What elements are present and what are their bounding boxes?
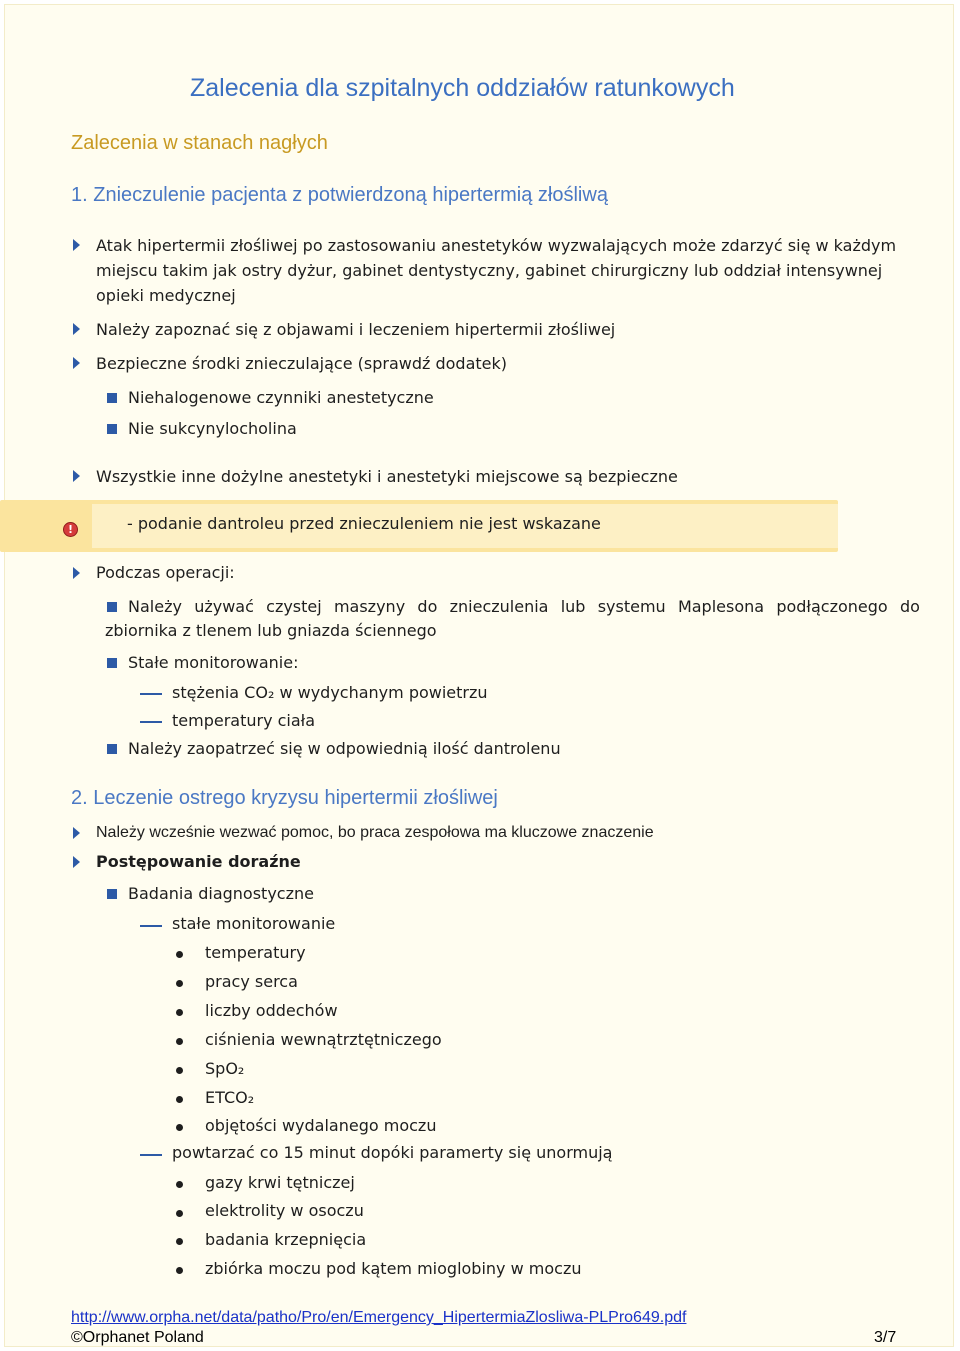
op-item2: Stałe monitorowanie: xyxy=(128,653,299,672)
square-bullet-icon xyxy=(107,393,117,403)
dot-bullet-icon xyxy=(176,1038,183,1045)
triangle-bullet-icon xyxy=(73,567,80,579)
page-title: Zalecenia dla szpitalnych oddziałów ratunkowych xyxy=(190,74,735,102)
s1-bullet3-sub2: Nie sukcynylocholina xyxy=(128,419,297,438)
repeat-item: elektrolity w osoczu xyxy=(205,1201,364,1220)
square-bullet-icon xyxy=(107,658,117,668)
warning-text: - podanie dantroleu przed znieczuleniem nie jest wskazane xyxy=(127,514,601,533)
s1-bullet1-line2: miejscu takim jak ostry dyżur, gabinet dentystyczny, gabinet chirurgiczny lub oddział intensywnej xyxy=(96,261,883,280)
square-bullet-icon xyxy=(107,744,117,754)
dash-bullet-icon xyxy=(140,693,162,695)
monitor-item: ciśnienia wewnątrztętniczego xyxy=(205,1030,442,1049)
triangle-bullet-icon xyxy=(73,827,80,839)
op-item1-line2: zbiornika z tlenem lub gniazda ściennego xyxy=(105,621,437,640)
s1-bullet5: Podczas operacji: xyxy=(96,563,235,582)
dot-bullet-icon xyxy=(176,1009,183,1016)
monitor-item: ETCO₂ xyxy=(205,1088,255,1107)
dot-bullet-icon xyxy=(176,1210,183,1217)
s1-bullet4: Wszystkie inne dożylne anestetyki i anestetyki miejscowe są bezpieczne xyxy=(96,467,678,486)
dot-bullet-icon xyxy=(176,1067,183,1074)
footer-link[interactable]: http://www.orpha.net/data/patho/Pro/en/Emergency_HipertermiaZlosliwa-PLPro649.pdf xyxy=(71,1309,687,1326)
triangle-bullet-icon xyxy=(73,856,80,868)
triangle-bullet-icon xyxy=(73,470,80,482)
square-bullet-icon xyxy=(107,889,117,899)
dot-bullet-icon xyxy=(176,1124,183,1131)
square-bullet-icon xyxy=(107,602,117,612)
op-item2-sub1: stężenia CO₂ w wydychanym powietrzu xyxy=(172,683,488,702)
square-bullet-icon xyxy=(107,424,117,434)
diag-label: Badania diagnostyczne xyxy=(128,884,314,903)
op-item2-sub2: temperatury ciała xyxy=(172,711,316,730)
triangle-bullet-icon xyxy=(73,323,80,335)
dot-bullet-icon xyxy=(176,1096,183,1103)
section2-heading: 2. Leczenie ostrego kryzysu hipertermii złośliwej xyxy=(71,787,498,809)
dot-bullet-icon xyxy=(176,951,183,958)
dash-bullet-icon xyxy=(140,925,162,927)
dash-bullet-icon xyxy=(140,1154,162,1156)
s1-bullet1-line3: opieki medycznej xyxy=(96,286,236,305)
dash-bullet-icon xyxy=(140,721,162,723)
dot-bullet-icon xyxy=(176,1181,183,1188)
op-item1-line1: Należy używać czystej maszyny do znieczulenia lub systemu Maplesona podłączonego do xyxy=(128,597,920,616)
exclamation-circle-icon: ! xyxy=(63,522,78,537)
monitor-item: liczby oddechów xyxy=(205,1001,338,1020)
s1-bullet3-sub1: Niehalogenowe czynniki anestetyczne xyxy=(128,388,434,407)
dot-bullet-icon xyxy=(176,980,183,987)
dot-bullet-icon xyxy=(176,1238,183,1245)
monitor-label: stałe monitorowanie xyxy=(172,914,336,933)
repeat-item: badania krzepnięcia xyxy=(205,1230,367,1249)
triangle-bullet-icon xyxy=(73,239,80,251)
monitor-item: objętości wydalanego moczu xyxy=(205,1116,437,1135)
s2-bullet2: Postępowanie doraźne xyxy=(96,852,301,871)
repeat-label: powtarzać co 15 minut dopóki paramerty się unormują xyxy=(172,1143,613,1162)
page-number: 3/7 xyxy=(874,1329,897,1346)
dot-bullet-icon xyxy=(176,1267,183,1274)
triangle-bullet-icon xyxy=(73,357,80,369)
repeat-item: gazy krwi tętniczej xyxy=(205,1173,355,1192)
monitor-item: temperatury xyxy=(205,943,306,962)
monitor-item: SpO₂ xyxy=(205,1059,245,1078)
s1-bullet3: Bezpieczne środki znieczulające (sprawdź dodatek) xyxy=(96,354,507,373)
s1-bullet1-line1: Atak hipertermii złośliwej po zastosowaniu anestetyków wyzwalających może zdarzyć się w każdym xyxy=(96,236,897,255)
section1-heading: 1. Znieczulenie pacjenta z potwierdzoną hipertermią złośliwą xyxy=(71,184,608,206)
repeat-item: zbiórka moczu pod kątem mioglobiny w moczu xyxy=(205,1259,582,1278)
footer-copyright: ©Orphanet Poland xyxy=(71,1329,204,1346)
op-item3: Należy zaopatrzeć się w odpowiednią ilość dantrolenu xyxy=(128,739,561,758)
s2-bullet1: Należy wcześnie wezwać pomoc, bo praca zespołowa ma kluczowe znaczenie xyxy=(96,824,654,841)
monitor-item: pracy serca xyxy=(205,972,298,991)
s1-bullet2: Należy zapoznać się z objawami i leczeniem hipertermii złośliwej xyxy=(96,320,616,339)
page-subtitle: Zalecenia w stanach nagłych xyxy=(71,132,328,154)
